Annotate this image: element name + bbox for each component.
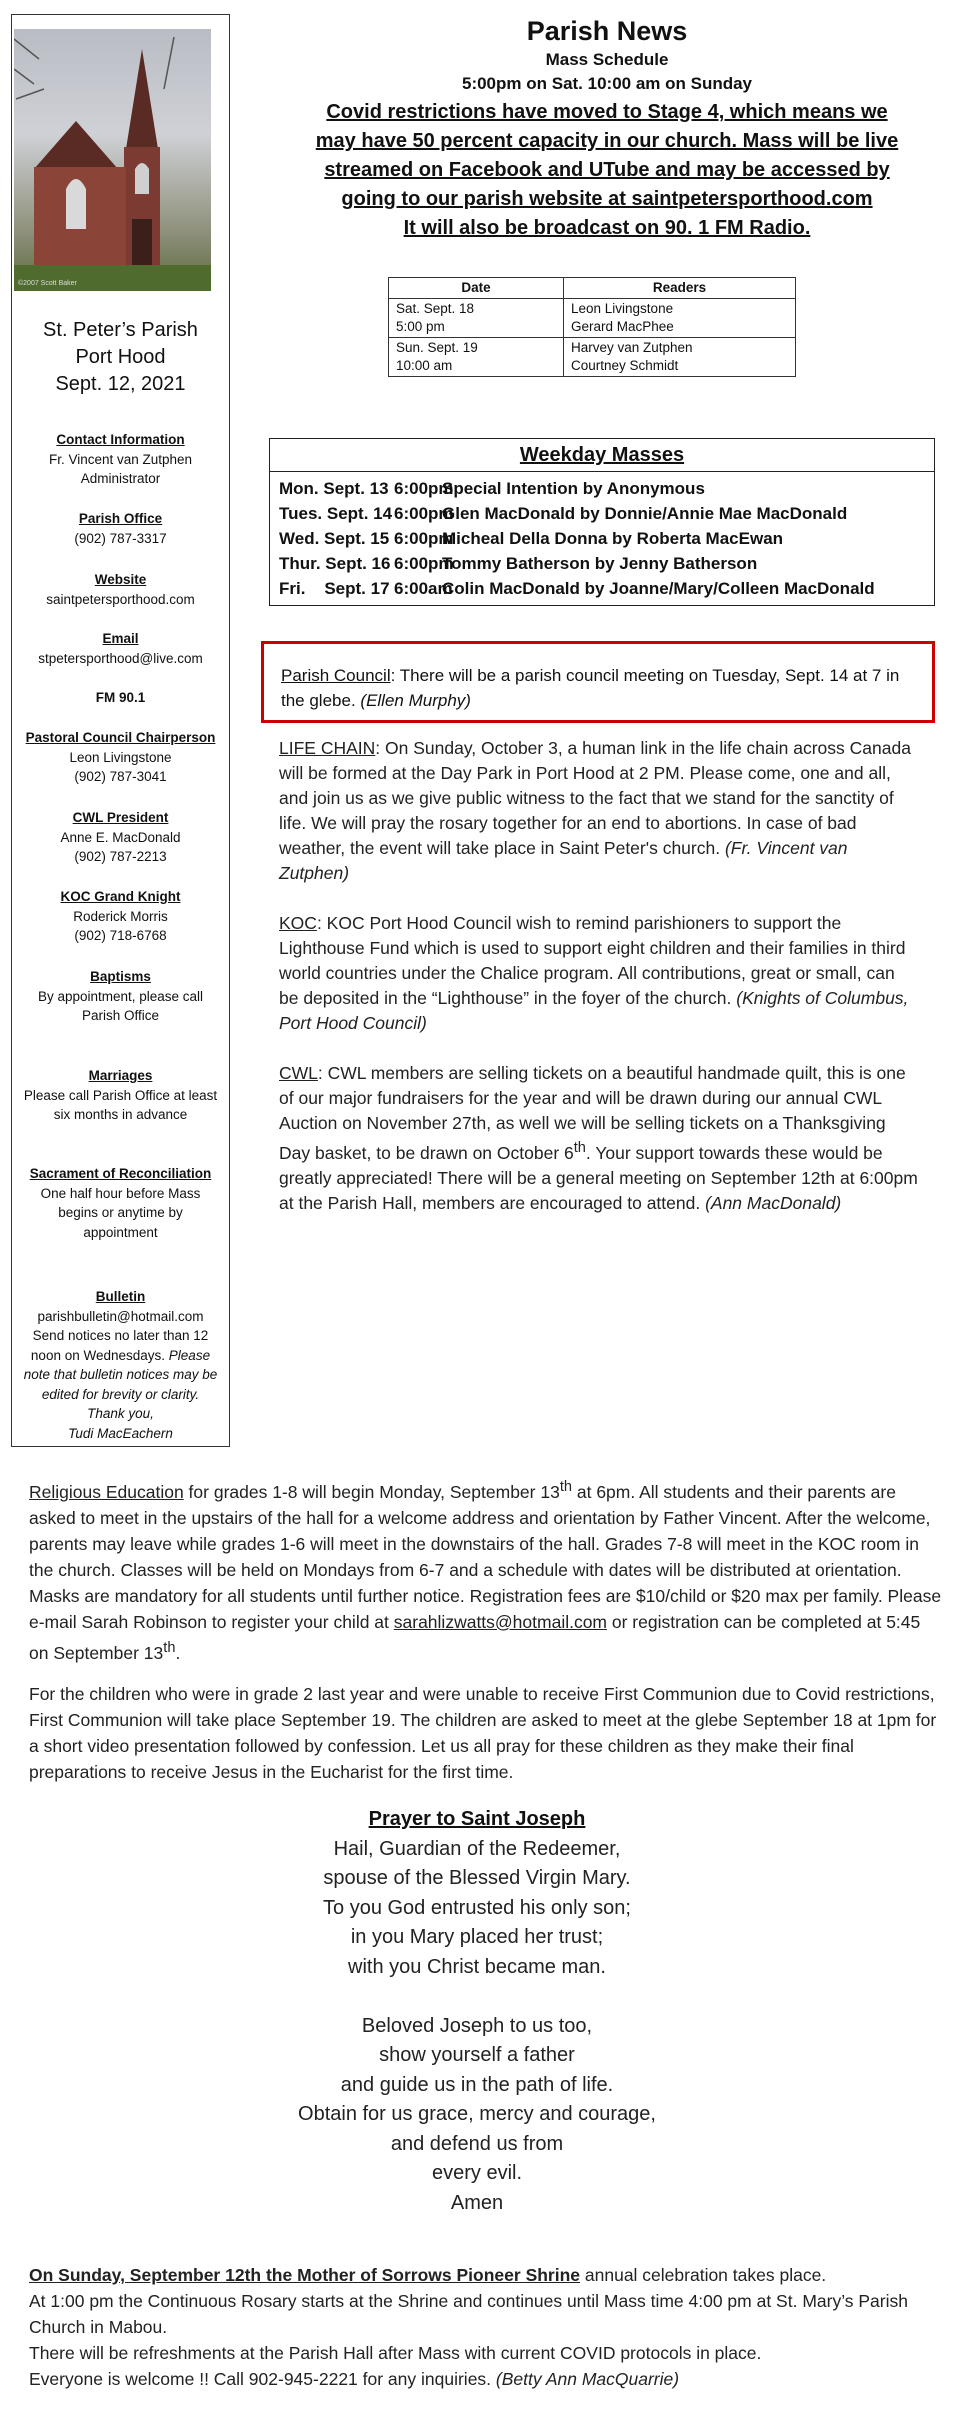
reled-text1: for grades 1-8 will begin Monday, September 13 — [183, 1481, 560, 1502]
lifechain-label: LIFE CHAIN — [279, 738, 376, 758]
covid-line: Covid restrictions have moved to Stage 4, which means we — [326, 101, 888, 123]
reconciliation-line2: begins or anytime by — [58, 1205, 183, 1220]
contact-line2: Administrator — [80, 471, 161, 486]
weekday-title-text: Weekday Masses — [519, 444, 685, 466]
bulletin-date: Sept. 12, 2021 — [55, 373, 186, 395]
covid-line: It will also be broadcast on 90. 1 FM Radio. — [403, 217, 811, 239]
reader-name: Harvey van Zutphen — [571, 340, 693, 355]
contact-block — [12, 430, 229, 489]
email-block — [12, 629, 229, 668]
radio-frequency: FM 90.1 — [95, 690, 146, 705]
marriages-block — [12, 1066, 229, 1125]
prayer-line: Obtain for us grace, mercy and courage, — [298, 2103, 656, 2125]
prayer-line: To you God entrusted his only son; — [323, 1896, 631, 1919]
shrine-credit: (Betty Ann MacQuarrie) — [495, 2369, 680, 2389]
bulletin-note2: note that bulletin notices may be — [23, 1367, 218, 1382]
photo-credit: ©2007 Scott Baker — [18, 280, 77, 287]
table-row — [389, 338, 796, 377]
mass-intention: Micheal Della Donna by Roberta MacEwan — [442, 529, 784, 548]
mass-day: Wed. Sept. 15 — [279, 529, 390, 548]
date-line: Sat. Sept. 18 — [396, 301, 475, 316]
bulletin-note4: Thank you, — [87, 1406, 154, 1421]
mass-time: 6:00am — [394, 579, 453, 598]
website-block — [12, 570, 229, 609]
koc-text: : KOC Port Hood Council wish to remind parishioners to support the Lighthouse Fund which is used to support eight children and their families in third world countries under the Chalice program. All contributions, great or small, can be deposited in the “Lighthouse” in the foyer of the church. — [279, 913, 906, 1008]
covid-line: may have 50 percent capacity in our church. Mass will be live — [315, 130, 899, 152]
time-line: 10:00 am — [396, 358, 453, 373]
koc-label: KOC — [279, 913, 317, 933]
header — [262, 14, 952, 243]
reconciliation-line3: appointment — [83, 1224, 158, 1240]
cwl-phone: (902) 787-2213 — [74, 849, 167, 864]
prayer-line: every evil. — [431, 2162, 523, 2184]
mass-intention: Colin MacDonald by Joanne/Mary/Colleen MacDonald — [442, 579, 875, 598]
reconciliation-block — [12, 1164, 229, 1242]
col-readers: Readers — [564, 278, 796, 299]
bulletin-line2: noon on Wednesdays. — [30, 1347, 166, 1363]
reled-text4: . — [175, 1642, 181, 1663]
mass-time: 6:00pm — [394, 554, 454, 573]
pastoral-name: Leon Livingstone — [69, 749, 172, 765]
shrine-line2: At 1:00 pm the Continuous Rosary starts at the Shrine and continues until Mass time 4:00 pm at St. Mary’s Parish Church in Mabou. — [29, 2291, 908, 2337]
mass-time: 6:00pm — [394, 504, 454, 523]
parish-council-notice — [261, 641, 935, 723]
pastoral-phone: (902) 787-3041 — [74, 769, 167, 784]
parish-name: St. Peter’s Parish — [43, 319, 198, 341]
reader-name: Gerard MacPhee — [571, 319, 674, 334]
koc-heading: KOC Grand Knight — [60, 889, 181, 904]
office-block — [12, 509, 229, 548]
council-credit: (Ellen Murphy) — [360, 691, 471, 710]
reader-date — [389, 299, 564, 338]
prayer-line: and guide us in the path of life. — [340, 2073, 614, 2096]
list-item — [279, 526, 925, 551]
office-heading: Parish Office — [78, 511, 163, 526]
reader-date — [389, 338, 564, 377]
koc-phone: (902) 718-6768 — [74, 928, 167, 943]
list-item — [279, 551, 925, 576]
first-communion-notice: For the children who were in grade 2 last year and were unable to receive First Communion due to Covid restrictions, First Communion will take place September 19. The children are asked to meet at the glebe September 18 at 1pm for a short video presentation followed by confession. Let us all pray for these children as they make their final preparations to receive Jesus in the Eucharist for the first time. — [29, 1684, 937, 1782]
bulletin-line1: Send notices no later than 12 — [32, 1328, 209, 1343]
reled-email-link[interactable]: sarahlizwatts@hotmail.com — [393, 1611, 608, 1632]
council-label: Parish Council — [281, 666, 391, 685]
shrine-label: On Sunday, September 12th the Mother of Sorrows Pioneer Shrine — [29, 2265, 581, 2285]
readers-table — [388, 277, 796, 377]
council-text: : There will be a parish council meeting on Tuesday, Sept. 14 at 7 in the glebe. — [281, 666, 900, 710]
bulletin-block — [12, 1287, 229, 1443]
cwl-label: CWL — [279, 1063, 318, 1083]
parish-title — [12, 317, 229, 398]
mass-time: 6:00pm — [394, 479, 454, 498]
religious-education-notice — [29, 1474, 944, 1666]
prayer-line: Amen — [450, 2191, 504, 2214]
covid-line: streamed on Facebook and UTube and may be accessed by — [324, 159, 890, 181]
table-row — [389, 299, 796, 338]
mass-times: 5:00pm on Sat. 10:00 am on Sunday — [461, 74, 753, 93]
list-item — [279, 576, 925, 601]
cwl-heading: CWL President — [72, 810, 169, 825]
reled-text2: at 6pm. All students and their parents are asked to meet in the upstairs of the hall for a welcome address and orientation by Father Vincent. After the welcome, parents may leave while grades 1-6 will meet in the downstairs of the hall. Grades 7-8 will meet in the KOC room in the church. Classes will be held on Mondays from 6-7 and a schedule with dates will be distributed at orientation. Masks are mandatory for all students until further notice. Registration fees are $10/child or $20 max per family. Please e-mail Sarah Robinson to register your child at — [29, 1481, 942, 1632]
date-line: Sun. Sept. 19 — [396, 340, 478, 355]
baptisms-line1: By appointment, please call — [37, 988, 204, 1004]
church-photo — [14, 29, 211, 291]
reconciliation-line1: One half hour before Mass — [40, 1185, 201, 1201]
bulletin-email[interactable]: parishbulletin@hotmail.com — [37, 1308, 204, 1324]
marriages-heading: Marriages — [88, 1068, 153, 1083]
prayer-line: with you Christ became man. — [348, 1955, 606, 1978]
prayer-title: Prayer to Saint Joseph — [368, 1808, 586, 1830]
prayer-line: show yourself a father — [379, 2044, 575, 2066]
mass-day: Thur. Sept. 16 — [279, 554, 391, 573]
reader-names — [564, 338, 796, 377]
prayer-line: spouse of the Blessed Virgin Mary. — [323, 1867, 631, 1889]
prayer-line: in you Mary placed her trust; — [350, 1926, 604, 1948]
weekday-masses — [269, 438, 935, 606]
reconciliation-heading: Sacrament of Reconciliation — [29, 1166, 212, 1181]
page-title: Parish News — [526, 16, 688, 46]
email-link[interactable]: stpetersporthood@live.com — [38, 650, 203, 666]
cwl-block — [12, 808, 229, 867]
office-phone: (902) 787-3317 — [74, 530, 167, 546]
cwl-sup: th — [573, 1140, 586, 1156]
bulletin-heading: Bulletin — [95, 1289, 146, 1304]
cwl-name: Anne E. MacDonald — [60, 829, 181, 845]
pastoral-heading: Pastoral Council Chairperson — [25, 730, 216, 745]
shrine-line1 — [29, 2262, 944, 2288]
prayer-line: Hail, Guardian of the Redeemer, — [333, 1837, 621, 1860]
reader-name: Leon Livingstone — [571, 301, 674, 316]
reled-text3: or registration can be completed at 5:45 on September 13 — [29, 1611, 921, 1663]
shrine-notice — [29, 2262, 944, 2392]
contact-heading: Contact Information — [56, 432, 185, 447]
cwl-notice — [279, 1061, 919, 1216]
covid-line: going to our parish website at saintpetersporthood.com — [341, 188, 873, 210]
shrine-line3: There will be refreshments at the Parish Hall after Mass with current COVID protocols in place. — [29, 2343, 762, 2363]
reader-names — [564, 299, 796, 338]
prayer-block — [262, 1805, 692, 2218]
covid-notice — [262, 98, 952, 243]
marriages-line2: six months in advance — [53, 1107, 188, 1122]
prayer-spacer — [262, 1982, 692, 2012]
marriages-line1: Please call Parish Office at least — [23, 1087, 218, 1103]
koc-notice — [279, 911, 919, 1036]
life-chain-notice — [279, 736, 919, 886]
table-header-row — [389, 278, 796, 299]
mass-intention: Tommy Batherson by Jenny Batherson — [442, 554, 758, 573]
bulletin-note3: edited for brevity or clarity. — [41, 1386, 200, 1402]
mass-day: Fri. Sept. 17 — [279, 579, 390, 598]
cwl-credit: (Ann MacDonald) — [705, 1192, 842, 1213]
koc-block — [12, 887, 229, 946]
mass-time: 6:00pm — [394, 529, 454, 548]
reled-sup1: th — [559, 1479, 572, 1495]
koc-name: Roderick Morris — [73, 908, 168, 924]
col-date: Date — [389, 278, 564, 299]
cwl-text: : CWL members are selling tickets on a beautiful handmade quilt, this is one of our major fundraisers for the year and will be drawn during our annual CWL Auction on November 27th, as well we will be selling tickets on a Thanksgiving Day basket, to be drawn on October 6 — [279, 1063, 906, 1163]
mass-day: Mon. Sept. 13 — [279, 479, 389, 498]
shrine-line4: Everyone is welcome !! Call 902-945-2221 for any inquiries. — [29, 2369, 496, 2389]
baptisms-heading: Baptisms — [90, 969, 151, 984]
pastoral-block — [12, 728, 229, 787]
mass-day: Tues. Sept. 14 — [279, 504, 393, 523]
website-heading: Website — [94, 572, 147, 587]
koc-credit: (Knights of Columbus, Port Hood Council) — [279, 988, 909, 1033]
email-heading: Email — [102, 631, 139, 646]
baptisms-block — [12, 967, 229, 1026]
shrine-text1: annual celebration takes place. — [580, 2265, 827, 2285]
church-illustration — [14, 29, 211, 291]
bulletin-note1: Please — [168, 1347, 211, 1363]
cwl-text2: . Your support towards these would be greatly appreciated! There will be a general meeting on September 12th at 6:00pm at the Parish Hall, members are encouraged to attend. — [279, 1142, 918, 1213]
shrine-line4-wrap — [29, 2366, 944, 2392]
lifechain-credit: (Fr. Vincent van Zutphen) — [279, 838, 848, 883]
reader-name: Courtney Schmidt — [571, 358, 679, 373]
website-link[interactable]: saintpetersporthood.com — [46, 591, 195, 607]
lifechain-text: : On Sunday, October 3, a human link in the life chain across Canada will be formed at the Day Park in Port Hood at 2 PM. Please come, one and all, and join us as we give public witness to the fact that we stand for the sanctity of life. We will pray the rosary together for an end to abortions. In case of bad weather, the event will take place in Saint Peter's church. — [279, 738, 911, 858]
prayer-line: Beloved Joseph to us too, — [361, 2014, 593, 2037]
list-item — [279, 476, 925, 501]
parish-place: Port Hood — [75, 346, 166, 368]
list-item — [279, 501, 925, 526]
mass-intention: Glen MacDonald by Donnie/Annie Mae MacDonald — [442, 504, 848, 523]
contact-line1: Fr. Vincent van Zutphen — [48, 451, 193, 467]
sidebar — [11, 14, 230, 1447]
reled-label: Religious Education — [29, 1481, 184, 1502]
bulletin-line2-wrap — [12, 1346, 229, 1366]
prayer-line: and defend us from — [390, 2132, 564, 2155]
weekday-title — [270, 439, 934, 472]
time-line: 5:00 pm — [396, 319, 445, 334]
reled-sup2: th — [163, 1639, 176, 1656]
bulletin-note5: Tudi MacEachern — [68, 1425, 173, 1441]
mass-intention: Special Intention by Anonymous — [442, 479, 705, 498]
weekday-list — [270, 472, 934, 605]
page-subtitle: Mass Schedule — [545, 50, 669, 69]
baptisms-line2: Parish Office — [81, 1008, 160, 1023]
